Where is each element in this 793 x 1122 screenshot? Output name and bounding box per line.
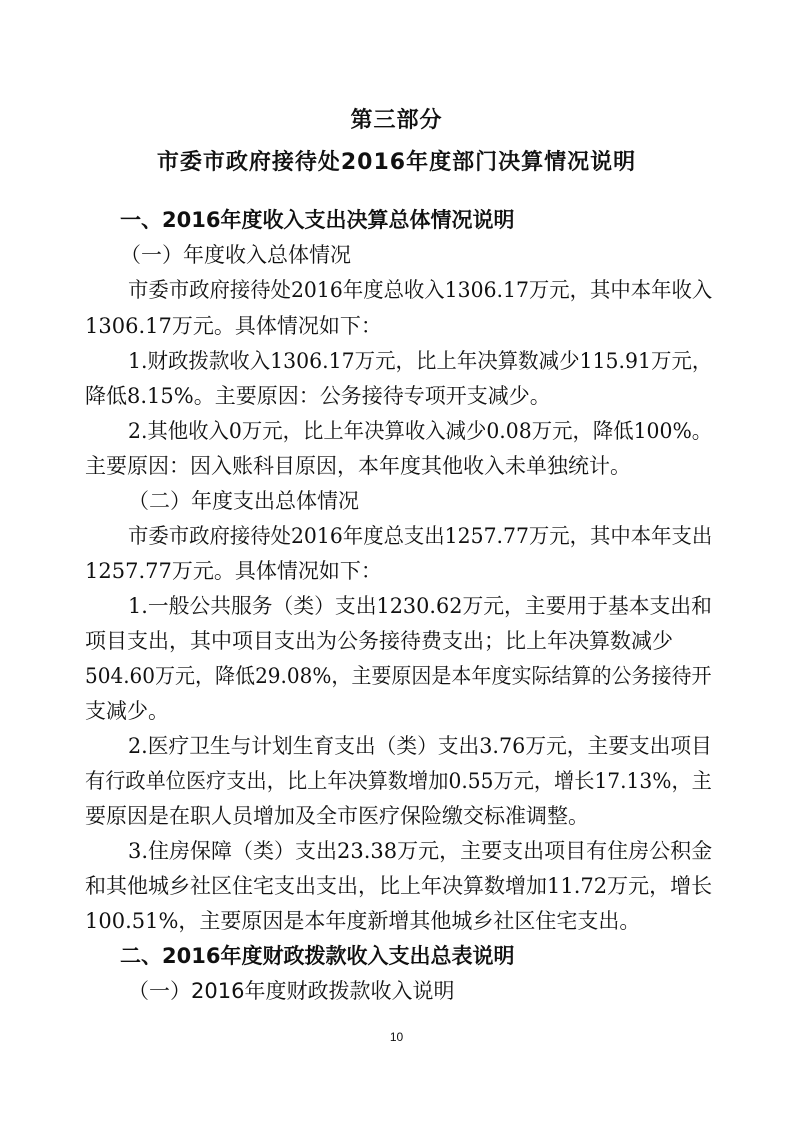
paragraph-line: 504.60万元，降低29.08%，主要原因是本年度实际结算的公务接待开 — [85, 664, 712, 688]
paragraph-line: 1.一般公共服务（类）支出1230.62万元，主要用于基本支出和 — [128, 594, 712, 618]
page-number: 10 — [389, 1030, 404, 1044]
paragraph-line: 1257.77万元。具体情况如下： — [85, 559, 382, 583]
paragraph-line: 1306.17万元。具体情况如下： — [85, 314, 382, 338]
section-heading-1: 一、2016年度收入支出决算总体情况说明 — [120, 208, 515, 232]
part-heading: 第三部分 — [350, 108, 443, 133]
paragraph-line: 支减少。 — [85, 699, 169, 723]
paragraph-line: 2.医疗卫生与计划生育支出（类）支出3.76万元，主要支出项目 — [128, 734, 712, 758]
paragraph-line: 2.其他收入0万元，比上年决算收入减少0.08万元，降低100%。 — [128, 419, 713, 443]
paragraph-line: 主要原因：因入账科目原因，本年度其他收入未单独统计。 — [85, 454, 631, 478]
paragraph-line: 和其他城乡社区住宅支出支出，比上年决算数增加11.72万元，增长 — [85, 874, 713, 898]
paragraph-line: 3.住房保障（类）支出23.38万元，主要支出项目有住房公积金 — [128, 839, 713, 863]
paragraph-line: 100.51%，主要原因是本年度新增其他城乡社区住宅支出。 — [85, 909, 641, 933]
paragraph-line: 要原因是在职人员增加及全市医疗保险缴交标准调整。 — [85, 804, 589, 828]
paragraph-line: 市委市政府接待处2016年度总支出1257.77万元，其中本年支出 — [128, 524, 713, 548]
subsection-heading-expense: （二）年度支出总体情况 — [128, 489, 359, 513]
paragraph-line: 项目支出，其中项目支出为公务接待费支出；比上年决算数减少 — [85, 629, 673, 653]
page-title: 市委市政府接待处2016年度部门决算情况说明 — [156, 150, 637, 175]
subsection-heading-income: （一）年度收入总体情况 — [120, 243, 351, 267]
section-heading-2: 二、2016年度财政拨款收入支出总表说明 — [120, 944, 515, 968]
subsection-heading-appropriation: （一）2016年度财政拨款收入说明 — [128, 979, 455, 1003]
paragraph-line: 1.财政拨款收入1306.17万元，比上年决算数减少115.91万元， — [128, 349, 713, 373]
paragraph-line: 有行政单位医疗支出，比上年决算数增加0.55万元，增长17.13%，主 — [85, 769, 712, 793]
paragraph-line: 市委市政府接待处2016年度总收入1306.17万元，其中本年收入 — [128, 278, 713, 302]
paragraph-line: 降低8.15%。主要原因：公务接待专项开支减少。 — [85, 384, 551, 408]
